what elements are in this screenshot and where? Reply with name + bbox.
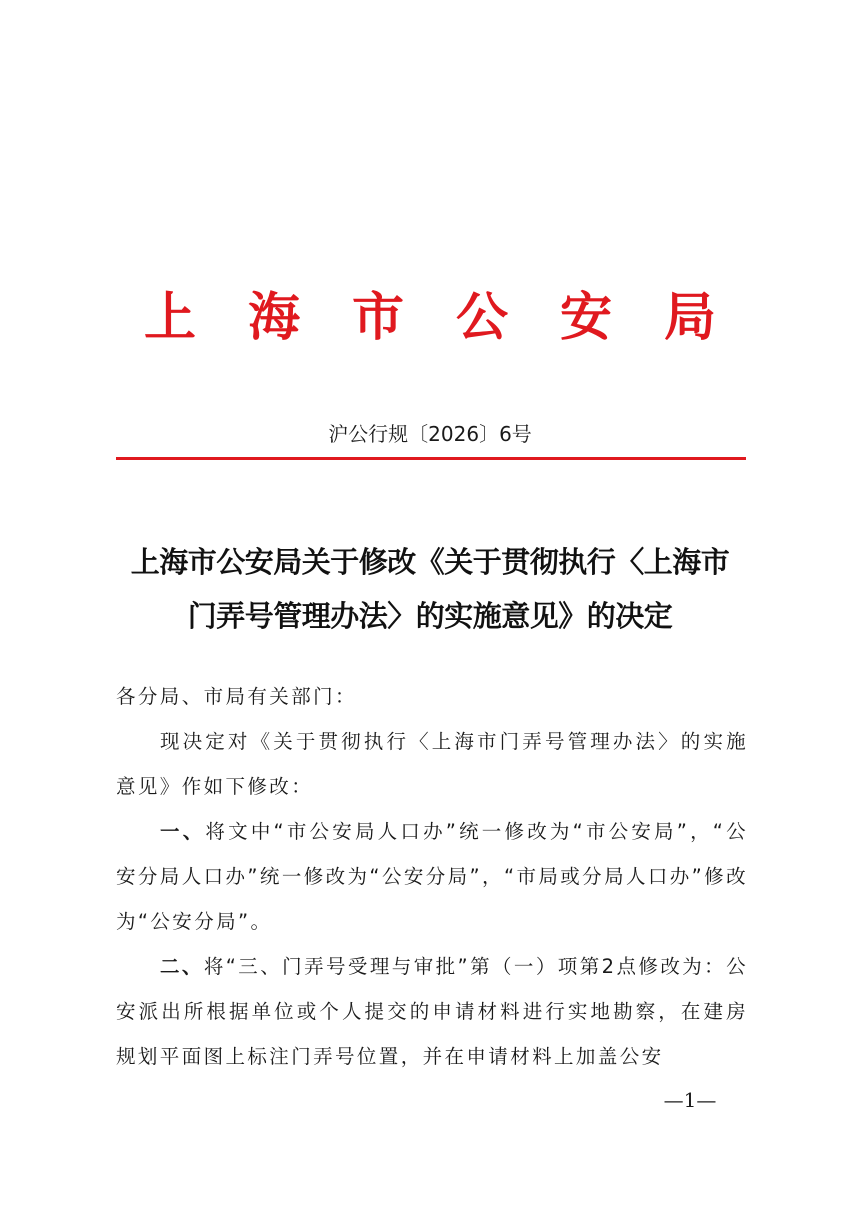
document-number: 沪公行规〔2026〕6号: [328, 422, 532, 446]
salutation: 各分局、市局有关部门：: [116, 685, 357, 708]
amendment-item-1: [116, 809, 748, 944]
document-body: [116, 674, 748, 1079]
amendment-item-2: [116, 944, 748, 1079]
document-title: [100, 535, 760, 643]
issuing-authority-title: 上海市公安局: [143, 287, 768, 348]
amendment-item-2-lead: 二、: [160, 955, 204, 978]
amendment-item-1-text: 将文中“市公安局人口办”统一修改为“市公安局”，“公安分局人口办”统一修改为“公安分局”，“市局或分局人口办”修改为“公安分局”。: [116, 820, 748, 933]
intro-paragraph: 现决定对《关于贯彻执行〈上海市门弄号管理办法〉的实施意见》作如下修改：: [116, 730, 748, 798]
page-number: —1—: [663, 1088, 717, 1112]
amendment-item-2-text: 将“三、门弄号受理与审批”第（一）项第2点修改为：公安派出所根据单位或个人提交的申请材料进行实地勘察，在建房规划平面图上标注门弄号位置，并在申请材料上加盖公安: [116, 955, 748, 1068]
document-title-line-1: 上海市公安局关于修改《关于贯彻执行〈上海市: [130, 545, 730, 579]
amendment-item-1-lead: 一、: [160, 820, 206, 843]
red-divider-line: [116, 457, 746, 460]
document-title-line-2: 门弄号管理办法〉的实施意见》的决定: [187, 599, 673, 633]
